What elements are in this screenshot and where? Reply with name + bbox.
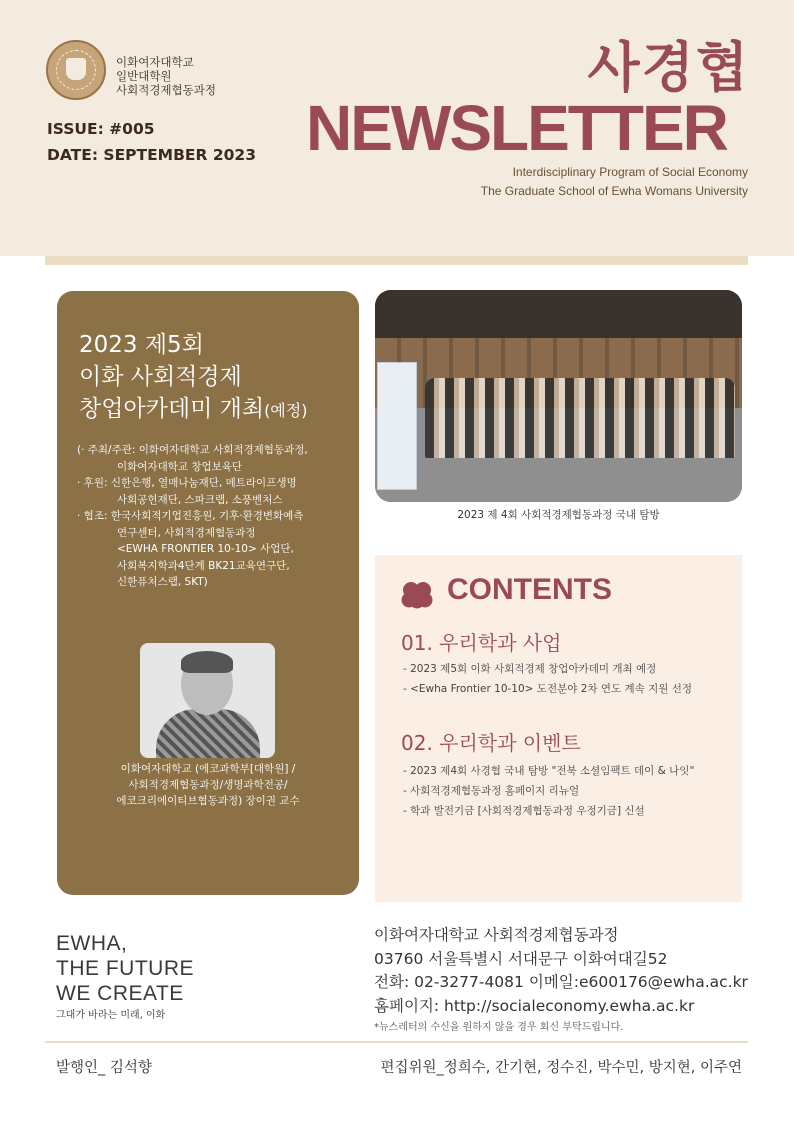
publisher: 발행인_ 김석향: [56, 1060, 152, 1076]
ewha-slogan: 그대가 바라는 미래, 이화: [56, 1010, 166, 1021]
ewha-logo-line-3: WE CREATE: [56, 982, 184, 1005]
info-cooperation-cont: <EWHA FRONTIER 10-10> 사업단,: [117, 543, 294, 555]
info-cooperation-cont: 사회복지학과4단계 BK21교육연구단,: [117, 559, 290, 572]
professor-caption-line-1: 이화여자대학교 (에코과학부[대학원] /: [120, 763, 296, 775]
graduate-school-line: 일반대학원: [116, 69, 172, 83]
feature-title-suffix: (예정): [264, 401, 308, 420]
section-heading-1: 01. 우리학과 사업: [401, 631, 562, 655]
flower-icon: [401, 581, 433, 609]
feature-title-line-3: [79, 393, 307, 427]
professor-portrait: [140, 643, 275, 758]
info-cooperation: · 협조: 한국사회적기업진흥원, 기후·환경변화예측: [77, 510, 304, 522]
professor-caption-line-2: 사회적경제협동과정/생명과학전공/: [128, 779, 288, 791]
section-item: - <Ewha Frontier 10-10> 도전분야 2차 연도 계속 지원 선정: [403, 683, 693, 695]
homepage-link[interactable]: 홈페이지: http://socialeconomy.ewha.ac.kr: [374, 996, 695, 1015]
ewha-logo: [56, 931, 194, 1006]
photo-caption: 2023 제 4회 사회적경제협동과정 국내 탐방: [457, 509, 660, 521]
ewha-logo-line-1: EWHA,: [56, 932, 128, 955]
group-photo: [375, 290, 742, 502]
info-cooperation-cont: 연구센터, 사회적경제협동과정: [117, 526, 256, 539]
contents-box: [375, 555, 742, 902]
street-address: 03760 서울특별시 서대문구 이화여대길52: [374, 949, 668, 968]
issue-info: [47, 116, 256, 168]
university-name: [116, 55, 216, 97]
unsubscribe-note: *뉴스레터의 수신을 원하지 않을 경우 회신 부탁드립니다.: [374, 1022, 624, 1033]
footer-divider: [45, 1041, 748, 1043]
feature-info: [77, 442, 308, 591]
korean-title: 사경협: [587, 36, 750, 99]
subtitle-line-1: Interdisciplinary Program of Social Economy: [512, 165, 748, 179]
section-item: - 사회적경제협동과정 홈페이지 리뉴얼: [403, 785, 580, 797]
newsletter-title: NEWSLETTER: [306, 92, 727, 164]
info-cooperation-cont: 신한퓨처스랩, SKT): [117, 576, 208, 588]
section-heading-2: 02. 우리학과 이벤트: [401, 731, 581, 755]
org-name: 이화여자대학교 사회적경제협동과정: [374, 926, 619, 944]
info-sponsor: · 후원: 신한은행, 열매나눔재단, 메트라이프생명: [77, 477, 297, 489]
professor-caption: [57, 761, 359, 809]
info-sponsor-cont: 사회공헌재단, 스파크랩, 소풍벤처스: [117, 493, 283, 506]
contact-block: [374, 924, 748, 1036]
ewha-logo-line-2: THE FUTURE: [56, 957, 194, 980]
program-line: 사회적경제협동과정: [116, 83, 216, 97]
professor-caption-line-3: 에코크리에이티브협동과정) 장이권 교수: [116, 795, 300, 807]
feature-title-line-2: 이화 사회적경제: [79, 364, 242, 390]
issue-date: DATE: SEPTEMBER 2023: [47, 146, 256, 164]
subtitle-line-2: The Graduate School of Ewha Womans University: [480, 184, 748, 198]
header-divider: [45, 256, 748, 265]
university-line: 이화여자대학교: [116, 55, 194, 69]
info-organizer-cont: 이화여자대학교 창업보육단: [117, 460, 243, 473]
section-item: - 2023 제5회 이화 사회적경제 창업아카데미 개최 예정: [403, 663, 657, 675]
feature-title-line-1: 2023 제5회: [79, 332, 204, 358]
section-item: - 2023 제4회 사경협 국내 탐방 "전북 소셜임팩트 데이 & 나잇": [403, 765, 695, 777]
feature-title-main: 창업아카데미 개최: [79, 396, 265, 422]
section-list-1: [403, 659, 692, 699]
section-list-2: [403, 761, 694, 821]
issue-number: ISSUE: #005: [47, 120, 155, 138]
contents-title: CONTENTS: [447, 573, 612, 606]
section-item: - 학과 발전기금 [사회적경제협동과정 우정기금] 신설: [403, 805, 645, 817]
university-seal-icon: [46, 40, 106, 100]
info-organizer: (· 주최/주관: 이화여자대학교 사회적경제협동과정,: [77, 444, 308, 456]
program-subtitle: [481, 163, 748, 201]
editors: 편집위원_정희수, 간기현, 정수진, 박수민, 방지현, 이주연: [380, 1060, 742, 1076]
feature-title: [79, 329, 307, 427]
phone-email: 전화: 02-3277-4081 이메일:e600176@ewha.ac.kr: [374, 973, 748, 991]
feature-card: [57, 291, 359, 895]
